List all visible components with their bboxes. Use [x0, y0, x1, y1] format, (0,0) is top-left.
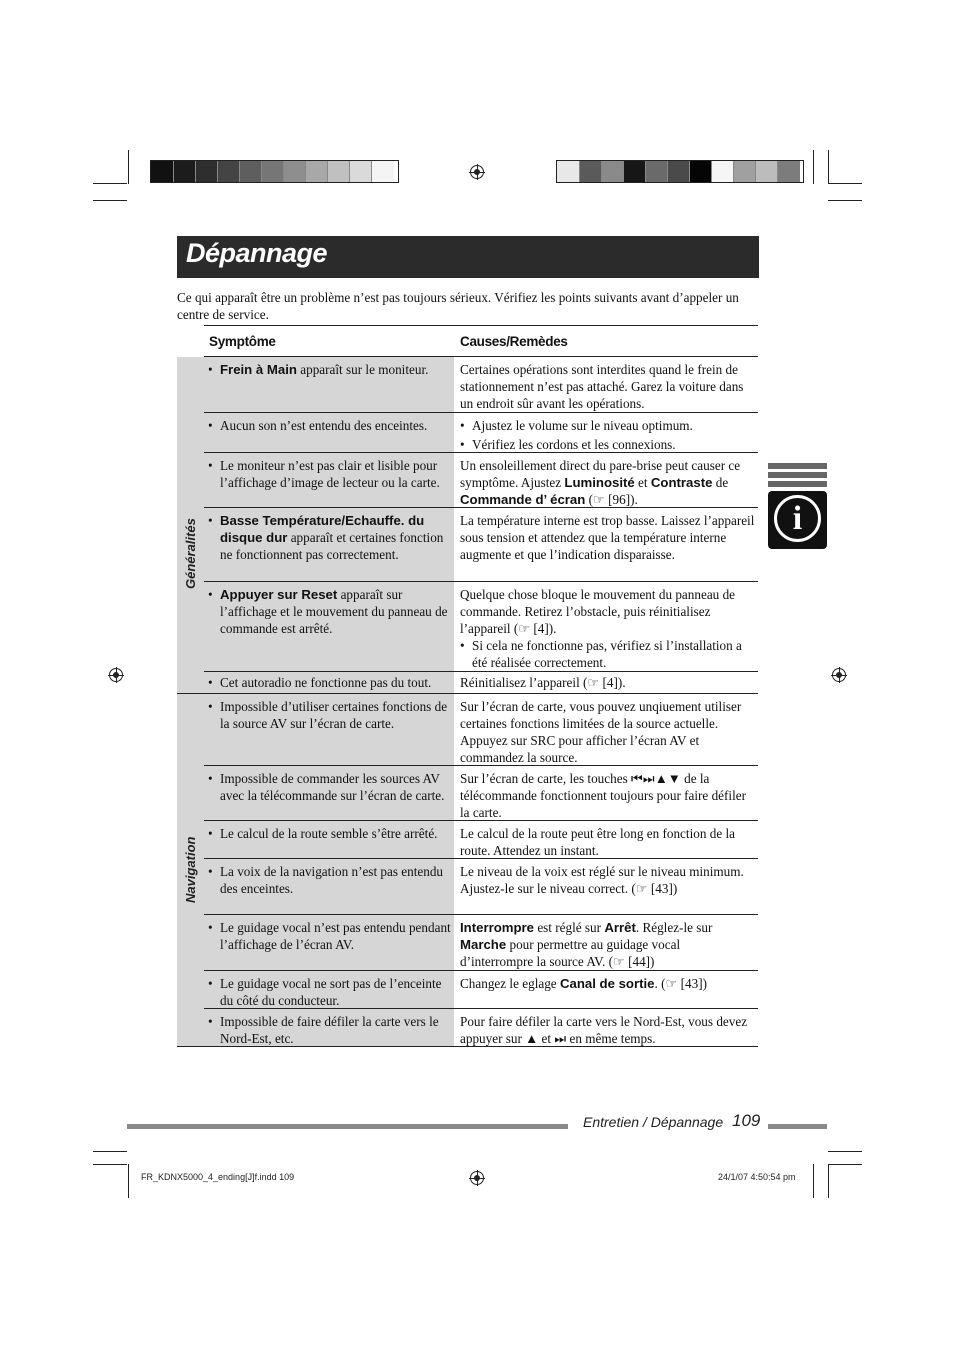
cause: Pour faire défiler la carte vers le Nord-Est, vous devez appuyer sur ▲ et ⏭ en même temps. — [460, 1014, 748, 1046]
symptom: • Le guidage vocal ne sort pas de l’enceinte du côté du conducteur. — [220, 975, 452, 1009]
color-calibration-bar-right — [556, 160, 804, 183]
symptom: • Impossible de commander les sources AV avec la télécommande sur l’écran de carte. — [220, 770, 452, 804]
table-row — [204, 1008, 758, 1047]
cause: Sur l’écran de carte, les touches ⏮⏭▲▼ de la télécommande fonctionnent toujours pour faire défiler la carte. — [460, 771, 746, 820]
table-header — [204, 325, 758, 357]
header-causes: Causes/Remèdes — [460, 334, 568, 349]
footer-rule — [127, 1124, 568, 1129]
symptom: • Le calcul de la route semble s’être arrêté. — [220, 825, 452, 842]
file-slug: FR_KDNX5000_4_ending[J]f.indd 109 — [141, 1172, 295, 1182]
table-row — [204, 452, 758, 507]
color-calibration-bar-left — [150, 160, 399, 183]
table-row — [204, 357, 758, 412]
crop-mark — [128, 1164, 129, 1198]
table-row — [204, 671, 758, 693]
table-row — [204, 970, 758, 1008]
cause: Sur l’écran de carte, vous pouvez unqiuement utiliser certaines fonctions limitées de la source actuelle. Appuyez sur SRC pour afficher l’écran AV et commandez la source. — [460, 699, 742, 765]
table-row — [204, 581, 758, 671]
symptom: • Impossible d’utiliser certaines fonctions de la source AV sur l’écran de carte. — [220, 698, 452, 732]
crop-mark — [828, 200, 862, 201]
table-row — [204, 914, 758, 970]
cause: Réinitialisez l’appareil (☞ [4]). — [460, 675, 626, 690]
page-number: 109 — [732, 1111, 761, 1130]
date-slug: 24/1/07 4:50:54 pm — [718, 1172, 796, 1182]
symptom: • Impossible de faire défiler la carte vers le Nord-Est, etc. — [220, 1013, 452, 1047]
cause: Le calcul de la route peut être long en fonction de la route. Attendez un instant. — [460, 826, 735, 858]
crop-mark — [828, 1164, 862, 1165]
category-generalites — [177, 357, 204, 693]
symptom: • Le moniteur n’est pas clair et lisible pour l’affichage d’image de lecteur ou la carte. — [220, 457, 452, 491]
symptom: • Frein à Main apparaît sur le moniteur. — [220, 361, 452, 378]
table-row — [204, 693, 758, 765]
crop-mark — [828, 1164, 829, 1198]
footer-rule — [768, 1124, 827, 1129]
table-row — [204, 765, 758, 820]
crop-mark — [93, 1164, 127, 1165]
header-symptom: Symptôme — [209, 334, 276, 349]
category-label: Généralités — [183, 518, 198, 589]
crop-mark — [93, 200, 127, 201]
cause: • Ajustez le volume sur le niveau optimum. • Vérifiez les cordons et les connexions. — [460, 417, 755, 455]
symptom: • Appuyer sur Reset apparaît sur l’affichage et le mouvement du panneau de commande est arrêté. — [220, 586, 452, 637]
registration-mark-icon — [832, 668, 846, 682]
cause: Certaines opérations sont interdites quand le frein de stationnement n’est pas attaché. Garez la voiture dans un endroit sûr avant les opérations. — [460, 362, 744, 411]
info-icon: i — [768, 491, 827, 549]
section-divider — [177, 693, 758, 694]
symptom: • Basse Température/Echauffe. du disque dur apparaît et certaines fonction ne fonctionnent pas correctement. — [220, 512, 452, 563]
crop-mark — [813, 1164, 814, 1198]
cause: La température interne est trop basse. Laissez l’appareil sous tension et attendez que la température interne augmente et que l’indication disparaisse. — [460, 513, 755, 562]
crop-mark — [828, 183, 862, 184]
symptom: • Le guidage vocal n’est pas entendu pendant l’affichage de l’écran AV. — [220, 919, 452, 953]
category-navigation — [177, 693, 204, 1047]
symptom: • Aucun son n’est entendu des enceintes. — [220, 417, 452, 434]
crop-mark — [828, 1151, 862, 1152]
cause: Un ensoleillement direct du pare-brise peut causer ce symptôme. Ajustez Luminosité et Contraste de Commande d’ écran (☞ [96]). — [460, 458, 741, 507]
table-row — [204, 820, 758, 858]
crop-mark — [93, 1151, 127, 1152]
cause: Changez le eglage Canal de sortie. (☞ [43]) — [460, 976, 707, 991]
table-bottom-rule — [177, 1046, 758, 1047]
crop-mark — [93, 183, 127, 184]
crop-mark — [128, 150, 129, 184]
registration-mark-icon — [470, 1171, 484, 1185]
table-row — [204, 412, 758, 452]
table-row — [204, 507, 758, 581]
page-title: Dépannage — [186, 238, 328, 268]
crop-mark — [813, 150, 814, 184]
footer-section: Entretien / Dépannage — [583, 1114, 724, 1130]
registration-mark-icon — [109, 668, 123, 682]
cause: Le niveau de la voix est réglé sur le niveau minimum. Ajustez-le sur le niveau correct. (☞ [43]) — [460, 864, 744, 896]
crop-mark — [828, 150, 829, 184]
intro-text: Ce qui apparaît être un problème n’est pas toujours sérieux. Vérifiez les points suivants avant d’appeler un centre de service. — [177, 290, 739, 322]
table-row — [204, 858, 758, 914]
side-tab — [768, 463, 827, 549]
category-label: Navigation — [183, 836, 198, 903]
cause: Interrompre est réglé sur Arrêt. Réglez-le sur Marche pour permettre au guidage vocal d’interrompre la source AV. (☞ [44]) — [460, 920, 713, 969]
symptom: • Cet autoradio ne fonctionne pas du tout. — [220, 674, 452, 691]
cause: Quelque chose bloque le mouvement du panneau de commande. Retirez l’obstacle, puis réinitialisez l’appareil (☞ [4]). • Si cela ne fonctionne pas, vérifiez si l’installation a été réalisée correctement. — [460, 586, 755, 673]
symptom: • La voix de la navigation n’est pas entendu des enceintes. — [220, 863, 452, 897]
registration-mark-icon — [470, 165, 484, 179]
